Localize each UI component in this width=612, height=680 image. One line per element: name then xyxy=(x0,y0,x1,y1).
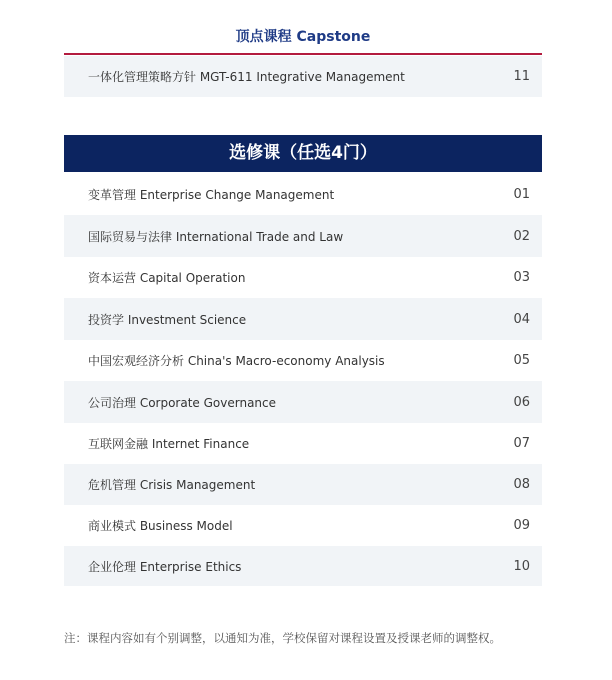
course-row xyxy=(64,464,542,505)
course-name: 企业伦理 Enterprise Ethics xyxy=(88,559,242,574)
course-number: 08 xyxy=(513,477,530,492)
course-name: 国际贸易与法律 International Trade and Law xyxy=(88,229,344,244)
course-name: 一体化管理策略方针 MGT-611 Integrative Management xyxy=(88,70,405,84)
course-number: 10 xyxy=(513,558,530,574)
course-number: 07 xyxy=(513,436,530,451)
capstone-title-cn: 顶点课程 xyxy=(235,29,292,45)
course-row xyxy=(64,340,542,381)
footnote: 注：课程内容如有个别调整，以通知为准，学校保留对课程设置及授课老师的调整权。 xyxy=(64,631,501,645)
course-row xyxy=(64,381,542,423)
course-name: 资本运营 Capital Operation xyxy=(88,271,246,285)
course-name: 变革管理 Enterprise Change Management xyxy=(88,187,335,202)
course-row xyxy=(64,423,542,464)
course-number: 06 xyxy=(513,394,530,410)
course-name: 危机管理 Crisis Management xyxy=(88,478,256,492)
course-number: 11 xyxy=(513,69,530,84)
course-number: 01 xyxy=(513,186,530,202)
course-name: 公司治理 Corporate Governance xyxy=(88,395,277,410)
course-row xyxy=(64,257,542,298)
capstone-title xyxy=(64,24,542,50)
capstone-title-en: Capstone xyxy=(296,29,371,45)
course-name: 商业模式 Business Model xyxy=(88,519,233,533)
electives-header: 选修课（任选4门） xyxy=(64,135,542,172)
course-name: 互联网金融 Internet Finance xyxy=(88,437,250,451)
course-number: 02 xyxy=(513,228,530,244)
course-number: 04 xyxy=(513,311,530,327)
course-row xyxy=(64,215,542,257)
capstone-divider xyxy=(64,53,542,55)
course-number: 09 xyxy=(513,518,530,533)
course-row-capstone xyxy=(64,56,542,97)
course-row xyxy=(64,298,542,340)
course-name: 投资学 Investment Science xyxy=(88,312,247,327)
course-row xyxy=(64,546,542,586)
course-number: 05 xyxy=(513,353,530,368)
course-row xyxy=(64,173,542,215)
course-name: 中国宏观经济分析 China's Macro-economy Analysis xyxy=(88,354,385,368)
course-number: 03 xyxy=(513,270,530,285)
course-row xyxy=(64,505,542,546)
